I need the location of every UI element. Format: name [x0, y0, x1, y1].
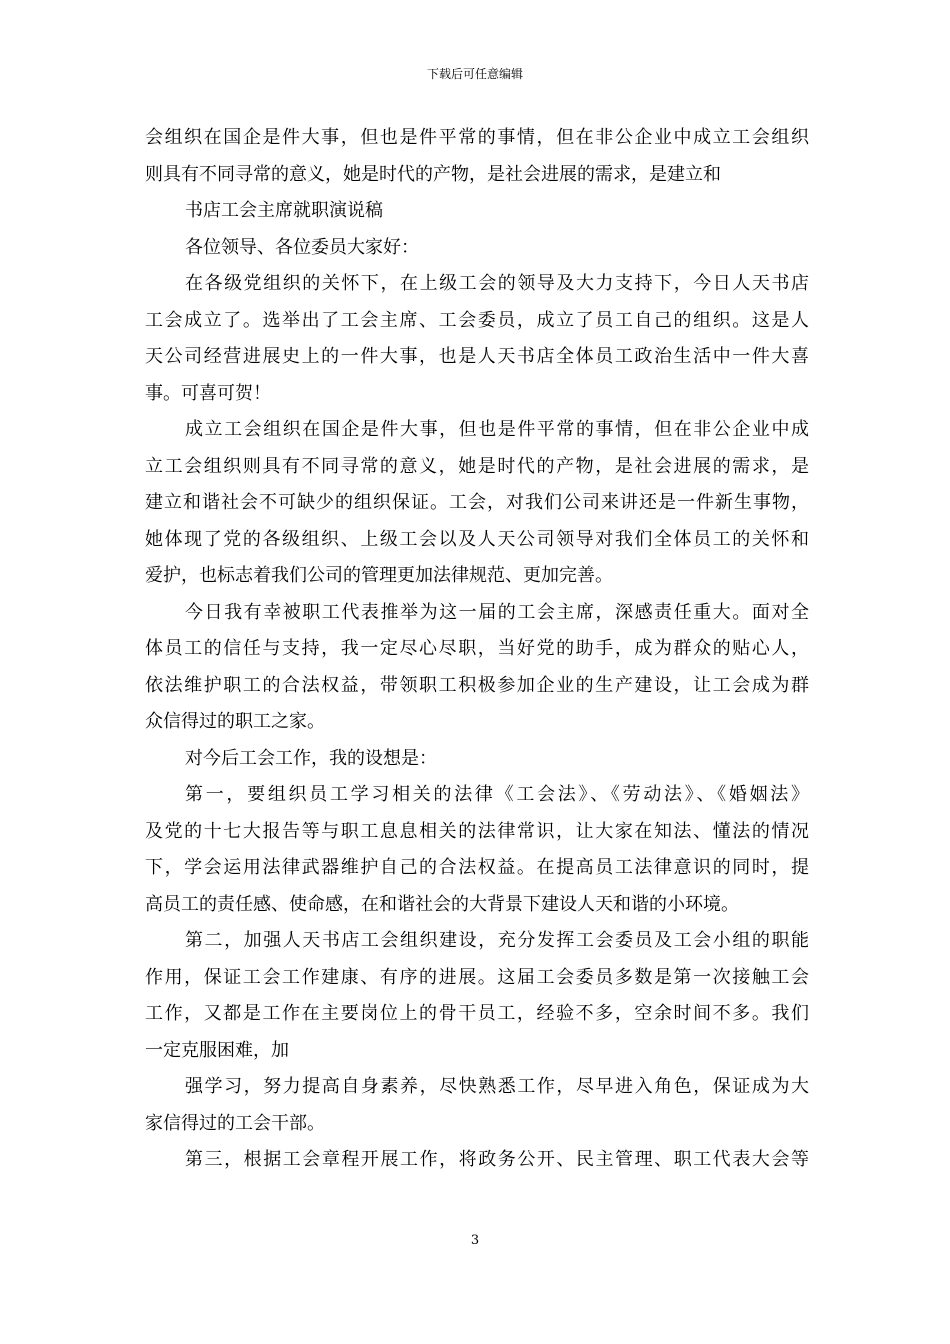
text-line: 成立工会组织在国企是件大事，但也是件平常的事情，但在非公企业中成: [185, 419, 809, 440]
text-line: 强学习，努力提高自身素养，尽快熟悉工作，尽早进入角色，保证成为大: [185, 1076, 809, 1097]
text-line: 在各级党组织的关怀下，在上级工会的领导及大力支持下，今日人天书店: [185, 273, 809, 294]
text-line: 作用，保证工会工作建康、有序的进展。这届工会委员多数是第一次接触工会: [145, 966, 809, 988]
text-line: 事。可喜可贺！: [145, 382, 271, 404]
text-line: 立工会组织则具有不同寻常的意义，她是时代的产物，是社会进展的需求，是: [145, 455, 809, 477]
text-line: 今日我有幸被职工代表推举为这一届的工会主席，深感责任重大。面对全: [185, 601, 809, 623]
text-line: 会组织在国企是件大事，但也是件平常的事情，但在非公企业中成立工会组织: [145, 127, 809, 148]
text-line: 第三，根据工会章程开展工作，将政务公开、民主管理、职工代表大会等: [185, 1149, 809, 1170]
text-line: 爱护，也标志着我们公司的管理更加法律规范、更加完善。: [145, 565, 613, 586]
text-line: 天公司经营进展史上的一件大事，也是人天书店全体员工政治生活中一件大喜: [145, 346, 809, 367]
text-line: 依法维护职工的合法权益，带领职工积极参加企业的生产建设，让工会成为群: [145, 674, 809, 696]
text-line: 第二，加强人天书店工会组织建设，充分发挥工会委员及工会小组的职能: [185, 930, 809, 951]
page-header: 下载后可任意编辑: [426, 67, 523, 81]
text-line: 工会成立了。选举出了工会主席、工会委员，成立了员工自己的组织。这是人: [145, 309, 809, 331]
text-line: 则具有不同寻常的意义，她是时代的产物，是社会进展的需求，是建立和: [145, 163, 721, 185]
text-line: 体员工的信任与支持，我一定尽心尽职，当好党的助手，成为群众的贴心人，: [145, 638, 809, 659]
text-line: 工作，又都是工作在主要岗位上的骨干员工，经验不多，空余时间不多。我们: [145, 1003, 809, 1024]
text-line: 第一，要组织员工学习相关的法律《工会法》、《劳动法》、《婚姻法》: [185, 784, 809, 805]
text-line: 一定克服困难，加: [145, 1039, 289, 1061]
text-line: 建立和谐社会不可缺少的组织保证。工会，对我们公司来讲还是一件新生事物，: [145, 492, 809, 513]
text-line: 众信得过的职工之家。: [145, 711, 325, 732]
text-line: 家信得过的工会干部。: [145, 1112, 325, 1134]
document-body: [145, 120, 809, 1179]
text-line: 对今后工会工作，我的设想是：: [185, 747, 437, 769]
text-line: 下，学会运用法律武器维护自己的合法权益。在提高员工法律意识的同时，提: [145, 857, 809, 878]
page-number: 3: [470, 1233, 480, 1248]
text-line: 书店工会主席就职演说稿: [185, 200, 383, 221]
text-line: 高员工的责任感、使命感，在和谐社会的大背景下建设人天和谐的小环境。: [145, 893, 739, 915]
text-line: 各位领导、各位委员大家好：: [185, 236, 419, 258]
text-line: 及党的十七大报告等与职工息息相关的法律常识，让大家在知法、懂法的情况: [145, 820, 809, 842]
text-line: 她体现了党的各级组织、上级工会以及人天公司领导对我们全体员工的关怀和: [145, 528, 809, 550]
